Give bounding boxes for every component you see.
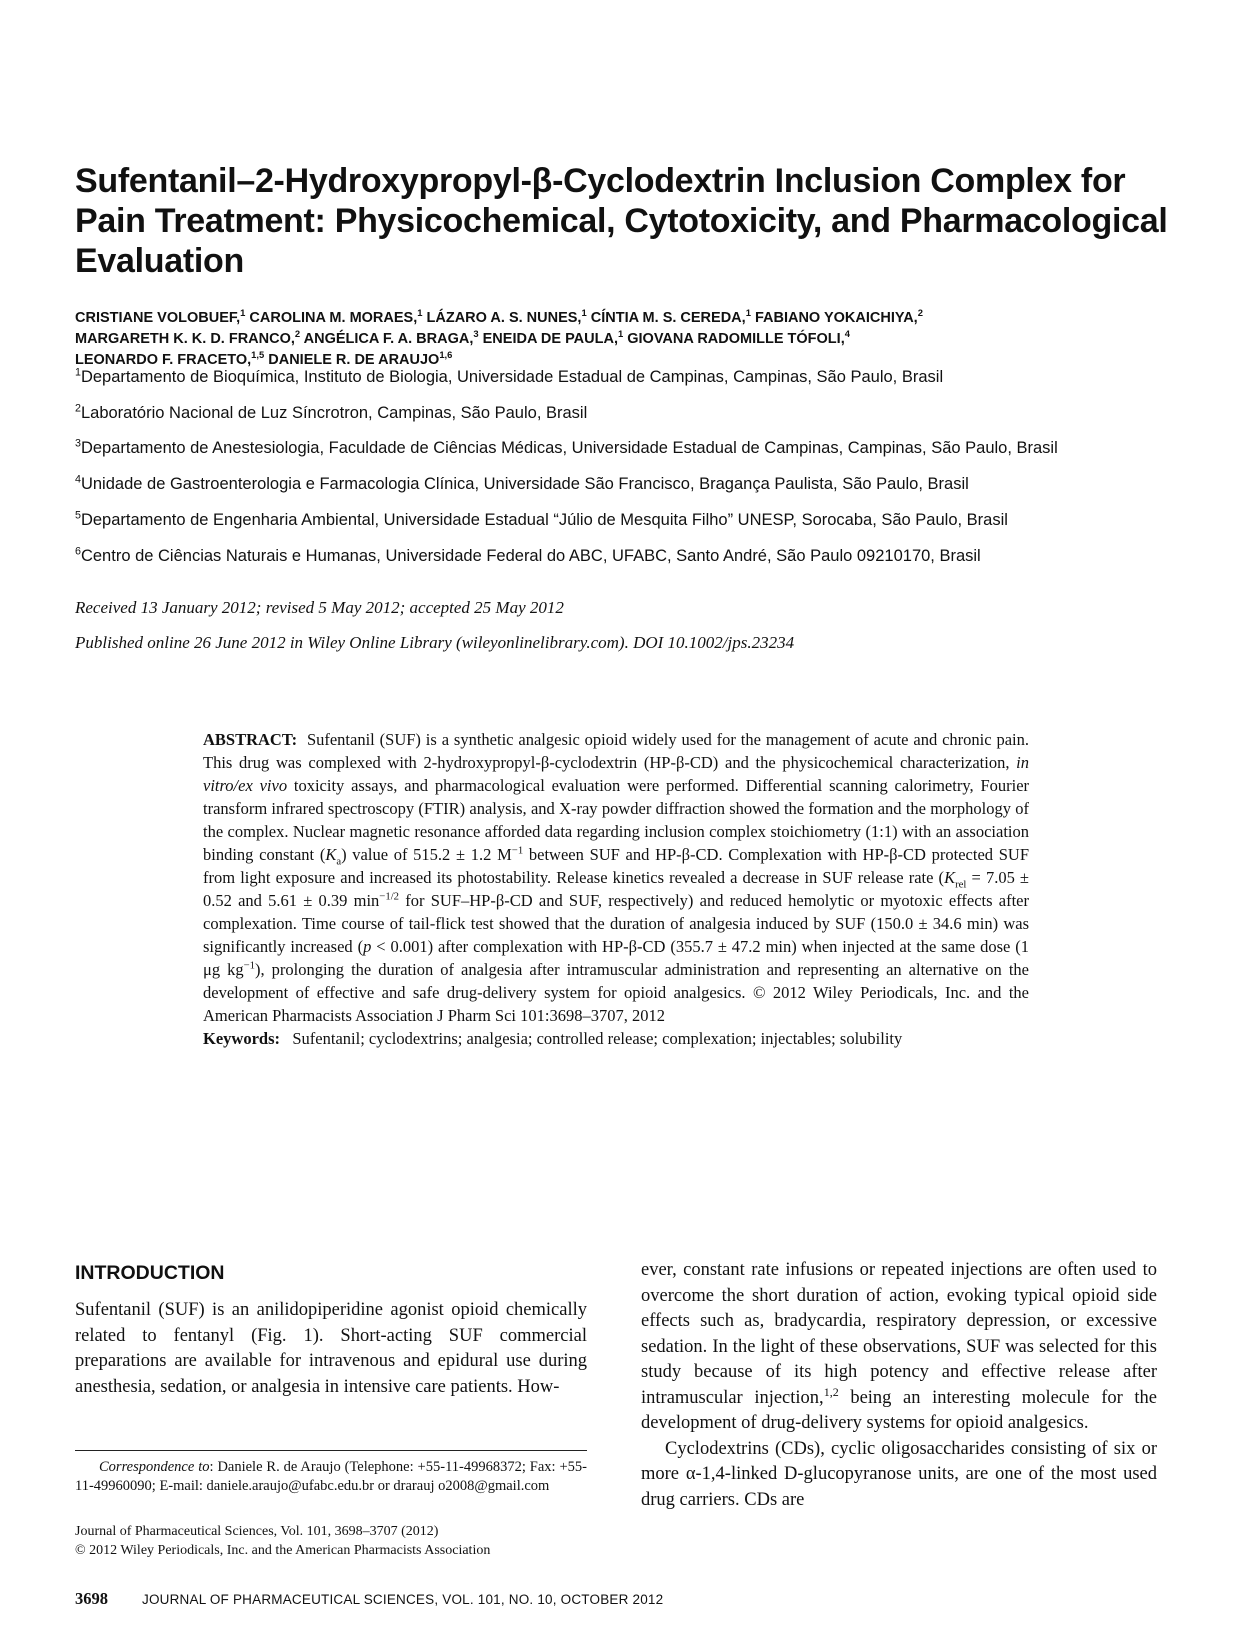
paper-title: Sufentanil–2-Hydroxypropyl-β-Cyclodextrin Inclusion Complex for Pain Treatment: Physicochemical, Cytotoxicity, and Pharmacological Evaluation: [75, 161, 1168, 280]
author-affiliation-marker: 2: [294, 328, 301, 340]
running-head: JOURNAL OF PHARMACEUTICAL SCIENCES, VOL. 101, NO. 10, OCTOBER 2012: [142, 1592, 664, 1607]
intro-left-column: [75, 1298, 587, 1400]
author-name: LÁZARO A. S. NUNES,: [426, 310, 582, 326]
journal-citation: Journal of Pharmaceutical Sciences, Vol. 101, 3698–3707 (2012) © 2012 Wiley Periodicals, Inc. and the American Pharmacists Association: [75, 1524, 491, 1558]
received-dates: Received 13 January 2012; revised 5 May 2012; accepted 25 May 2012: [75, 598, 564, 617]
author-affiliation-marker: 4: [844, 328, 850, 340]
keywords: Keywords: Sufentanil; cyclodextrins; analgesia; controlled release; complexation; injectables; solubility: [203, 1029, 903, 1048]
author-name: GIOVANA RADOMILLE TÓFOLI,: [627, 331, 845, 347]
author-affiliation-marker: 1: [417, 307, 423, 319]
author-affiliation-marker: 1,5: [251, 349, 265, 361]
affiliation-1: $^1$Departamento de Bioquímica, Instituto de Biologia, Universidade Estadual de Campinas, Campinas, São Paulo, Brasil: [75, 366, 944, 386]
affiliation-4: $^4$Unidade de Gastroenterologia e Farmacologia Clínica, Universidade São Francisco, Bragança Paulista, São Paulo, Brasil: [75, 473, 969, 493]
author-affiliation-marker: 1: [617, 328, 624, 340]
author-name: FABIANO YOKAICHIYA,: [754, 310, 918, 326]
author-affiliation-marker: 1,6: [439, 349, 453, 361]
author-name: CAROLINA M. MORAES,: [249, 310, 418, 326]
author-name: ANGÉLICA F. A. BRAGA,: [303, 331, 474, 347]
author-name: CRISTIANE VOLOBUEF,: [75, 310, 241, 326]
intro-right-column: [641, 1258, 1157, 1513]
author-affiliation-marker: 3: [473, 328, 479, 340]
affiliation-2: $^2$Laboratório Nacional de Luz Síncrotron, Campinas, São Paulo, Brasil: [75, 402, 588, 422]
affiliation-5: $^5$Departamento de Engenharia Ambiental, Universidade Estadual “Júlio de Mesquita Filho” UNESP, Sorocaba, São Paulo, Brasil: [75, 509, 1008, 529]
introduction-heading: INTRODUCTION: [75, 1262, 225, 1284]
abstract-label: ABSTRACT:: [203, 730, 298, 749]
page-number: 3698: [75, 1589, 108, 1608]
author-list: [75, 308, 1185, 371]
footnote-divider: [75, 1450, 587, 1451]
affiliation-3: $^3$Departamento de Anestesiologia, Faculdade de Ciências Médicas, Universidade Estadual de Campinas, Campinas, São Paulo, Brasil: [75, 437, 1058, 457]
intro-paragraph-2: ever, constant rate infusions or repeated injections are often used to overcome the short duration of action, evoking typical opioid side effects such as, bradycardia, respiratory depression, or excessive sedation. In the light of these observations, SUF was selected for this study because of its high potency and effective release after intramuscular injection,$^{1,2}$ being an interesting molecule for the development of drug-delivery systems for opioid analgesics.: [641, 1260, 1157, 1433]
intro-paragraph-1: Sufentanil (SUF) is an anilidopiperidine agonist opioid chemically related to fentanyl (Fig. 1). Short-acting SUF commercial preparations are available for intravenous and epidural use during anesthesia, sedation, or analgesia in intensive care patients. How-: [75, 1300, 587, 1397]
abstract-body: ABSTRACT: Sufentanil (SUF) is a synthetic analgesic opioid widely used for the management of acute and chronic pain. This drug was complexed with 2-hydroxypropyl-β-cyclodextrin (HP-β-CD) and the physicochemical characterization, in vitro/ex vivo toxicity assays, and pharmacological evaluation were performed. Differential scanning calorimetry, Fourier transform infrared spectroscopy (FTIR) analysis, and X-ray powder diffraction showed the formation and the morphology of the complex. Nuclear magnetic resonance afforded data regarding inclusion complex stoichiometry (1:1) with an association binding constant $(K_a)$ value of 515.2 ± 1.2 $M^{-1}$ between SUF and HP-β-CD. Complexation with HP-β-CD protected SUF from light exposure and increased its photostability. Release kinetics revealed a decrease in SUF release rate ($K_{rel} = 7.05 \pm 0.52$ and 5.61 ± 0.39 $\min^{-1/2}$ for SUF–HP-β-CD and SUF, respectively) and reduced hemolytic or myotoxic effects after complexation. Time course of tail-flick test showed that the duration of analgesia induced by SUF (150.0 ± 34.6 min) was significantly increased (p < 0.001) after complexation with HP-β-CD (355.7 ± 47.2 min) when injected at the same dose (1 μg $kg^{-1}$), prolonging the duration of analgesia after intramuscular administration and representing an alternative on the development of effective and safe drug-delivery system for opioid analgesics. © 2012 Wiley Periodicals, Inc. and the American Pharmacists Association J Pharm Sci 101:3698–3707, 2012: [203, 730, 1030, 1025]
citation-ref[interactable]: 1,2: [823, 1384, 839, 1399]
page-footer: [75, 1589, 663, 1609]
author-name: DANIELE R. DE ARAUJO: [268, 352, 440, 368]
author-affiliation-marker: 1: [240, 307, 246, 319]
intro-paragraph-3: Cyclodextrins (CDs), cyclic oligosaccharides consisting of six or more α-1,4-linked D-glucopyranose units, are one of the most used drug carriers. CDs are: [641, 1438, 1157, 1510]
abstract: [203, 728, 1029, 1050]
author-name: MARGARETH K. K. D. FRANCO,: [75, 331, 295, 347]
publication-info: Published online 26 June 2012 in Wiley Online Library (wileyonlinelibrary.com). DOI 10.1002/jps.23234: [75, 633, 795, 652]
keywords-label: Keywords:: [203, 1029, 280, 1048]
author-affiliation-marker: 1: [745, 307, 751, 319]
author-name: CÍNTIA M. S. CEREDA,: [590, 310, 746, 326]
author-name: LEONARDO F. FRACETO,: [75, 352, 252, 368]
author-name: ENEIDA DE PAULA,: [482, 331, 618, 347]
affiliation-6: $^6$Centro de Ciências Naturais e Humanas, Universidade Federal do ABC, UFABC, Santo André, São Paulo 09210170, Brasil: [75, 545, 981, 565]
author-affiliation-marker: 2: [917, 307, 923, 319]
correspondence-note: Correspondence to: Daniele R. de Araujo (Telephone: +55-11-49968372; Fax: +55-11-49960090; E-mail: daniele.araujo@ufabc.edu.br or drarauj o2008@gmail.com: [75, 1459, 587, 1494]
author-affiliation-marker: 1: [581, 307, 587, 319]
